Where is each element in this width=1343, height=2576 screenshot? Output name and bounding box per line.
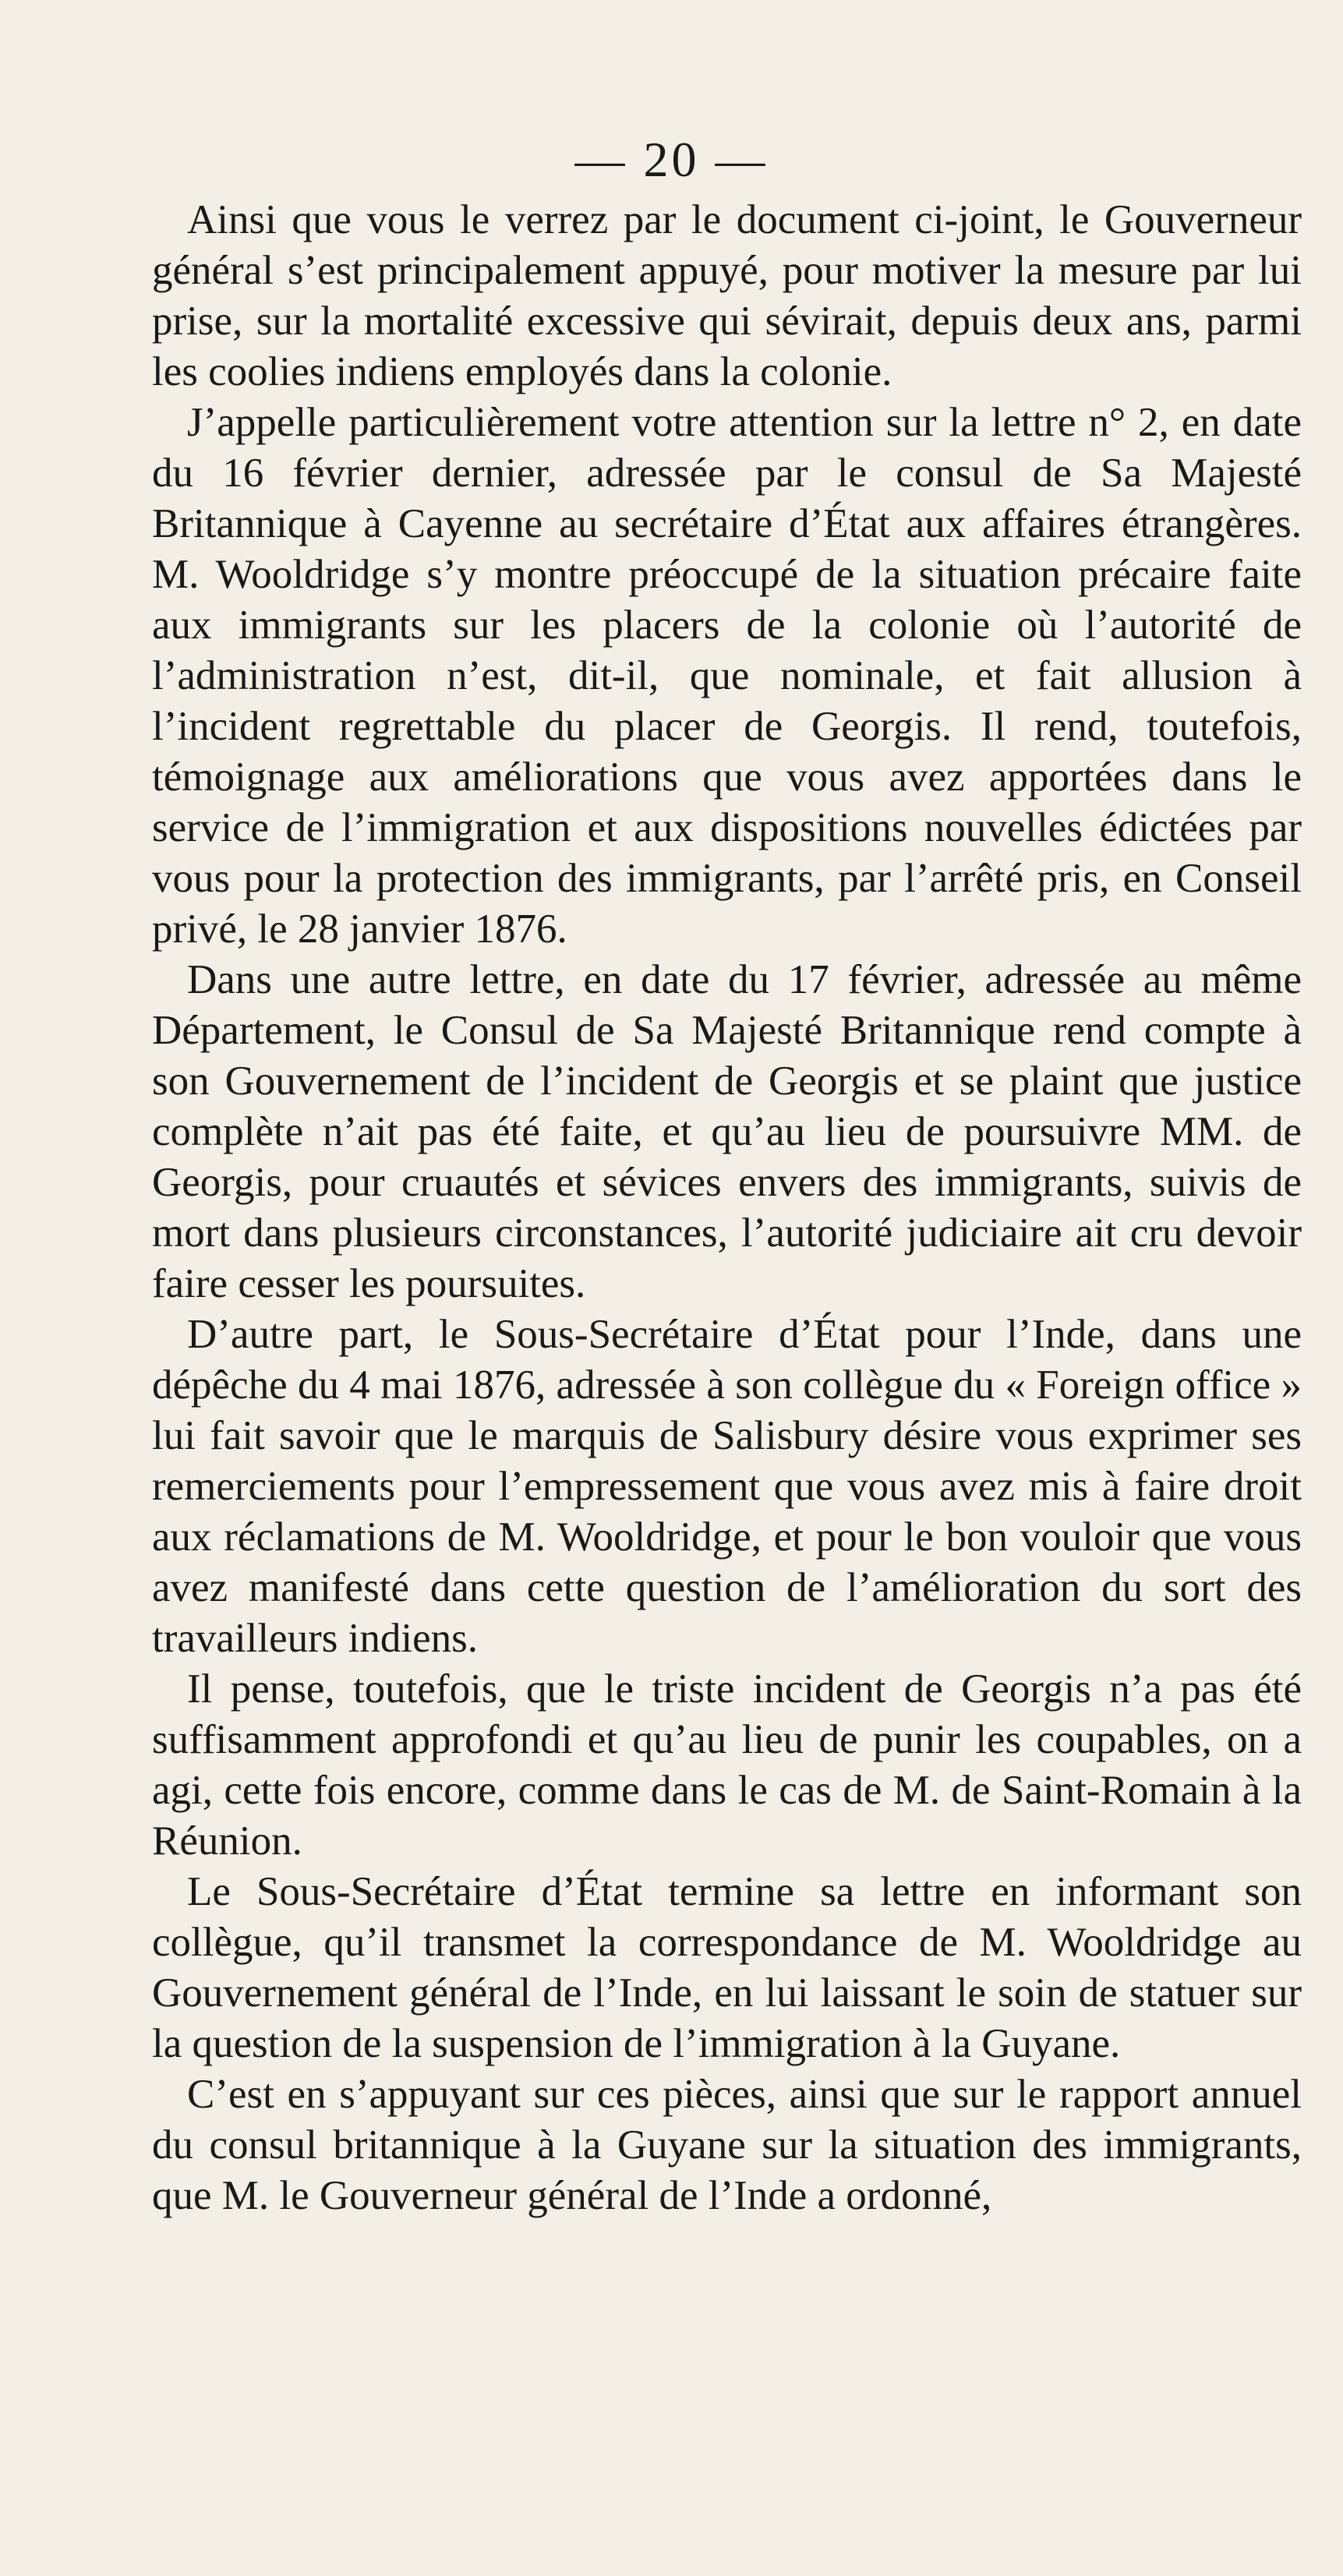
page-number: — 20 — [574, 132, 769, 187]
paragraph-6: Le Sous-Secrétaire d’État termine sa lettre en informant son collègue, qu’il transmet la correspondance de M. Wooldridge au Gouvernement général de l’Inde, en lui laissant le soin de statuer sur la question de la suspension de l’immigration à la Guyane. [152, 1869, 1302, 2066]
paragraph-3: Dans une autre lettre, en date du 17 février, adressée au même Département, le Consul de Sa Majesté Britannique rend compte à son Gouvernement de l’incident de Georgis et se plaint que justice complète n’ait pas été faite, et qu’au lieu de poursuivre MM. de Georgis, pour cruautés et sévices envers des immigrants, suivis de mort dans plusieurs circonstances, l’autorité judiciaire ait cru devoir faire cesser les poursuites. [152, 957, 1302, 1306]
paragraph-4: D’autre part, le Sous-Secrétaire d’État pour l’Inde, dans une dépêche du 4 mai 1876, adressée à son collègue du « Foreign office » lui fait savoir que le marquis de Salisbury désire vous exprimer ses remerciements pour l’empressement que vous avez mis à faire droit aux réclamations de M. Wooldridge, et pour le bon vouloir que vous avez manifesté dans cette question de l’amélioration du sort des travailleurs indiens. [152, 1312, 1302, 1661]
paragraph-5: Il pense, toutefois, que le triste incident de Georgis n’a pas été suffisamment approfondi et qu’au lieu de punir les coupables, on a agi, cette fois encore, comme dans le cas de M. de Saint-Romain à la Réunion. [152, 1666, 1302, 1864]
paragraph-2: J’appelle particulièrement votre attention sur la lettre n° 2, en date du 16 février dernier, adressée par le consul de Sa Majesté Britannique à Cayenne au secrétaire d’État aux affaires étrangères. M. Wooldridge s’y montre préoccupé de la situation précaire faite aux immigrants sur les placers de la colonie où l’autorité de l’administration n’est, dit-il, que nominale, et fait allusion à l’incident regrettable du placer de Georgis. Il rend, toutefois, témoignage aux améliorations que vous avez apportées dans le service de l’immigration et aux dispositions nouvelles édictées par vous pour la protection des immigrants, par l’arrêté pris, en Conseil privé, le 28 janvier 1876. [152, 400, 1302, 952]
body-text [152, 195, 1302, 2221]
paragraph-7: C’est en s’appuyant sur ces pièces, ainsi que sur le rapport annuel du consul britannique à la Guyane sur la situation des immigrants, que M. le Gouverneur général de l’Inde a ordonné, [152, 2072, 1302, 2218]
paragraph-1: Ainsi que vous le verrez par le document ci-joint, le Gouverneur général s’est principalement appuyé, pour motiver la mesure par lui prise, sur la mortalité excessive qui sévirait, depuis deux ans, parmi les coolies indiens employés dans la colonie. [152, 197, 1302, 394]
